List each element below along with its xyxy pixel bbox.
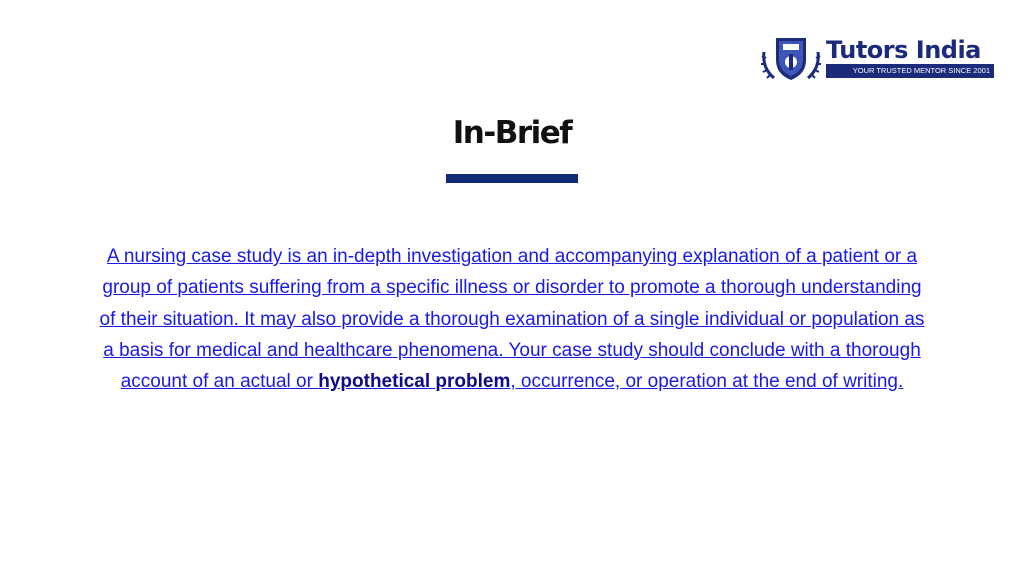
logo-wordmark xyxy=(826,36,994,78)
logo-name: Tutors India xyxy=(826,36,981,64)
tutors-india-logo[interactable] xyxy=(758,32,996,84)
title-underline-bar xyxy=(446,174,578,183)
page-title: In-Brief xyxy=(452,115,572,151)
paragraph-link[interactable] xyxy=(92,241,932,397)
crest-emblem-icon xyxy=(758,32,824,84)
paragraph-text-before[interactable]: A nursing case study is an in-depth investigation and accompanying explanation of a patient or a group of patients suffering from a specific illness or disorder to promote a thorough understanding of their situation. It may also provide a thorough examination of a single individual or population as a basis for medical and healthcare phenomena. Your case study should conclude with a thorough account of an actual or xyxy=(99,246,925,393)
paragraph-text-after[interactable]: , occurrence, or operation at the end of writing. xyxy=(510,371,904,393)
logo-tagline: YOUR TRUSTED MENTOR SINCE 2001 xyxy=(826,64,994,78)
hypothetical-problem-link[interactable]: hypothetical problem xyxy=(318,371,511,393)
